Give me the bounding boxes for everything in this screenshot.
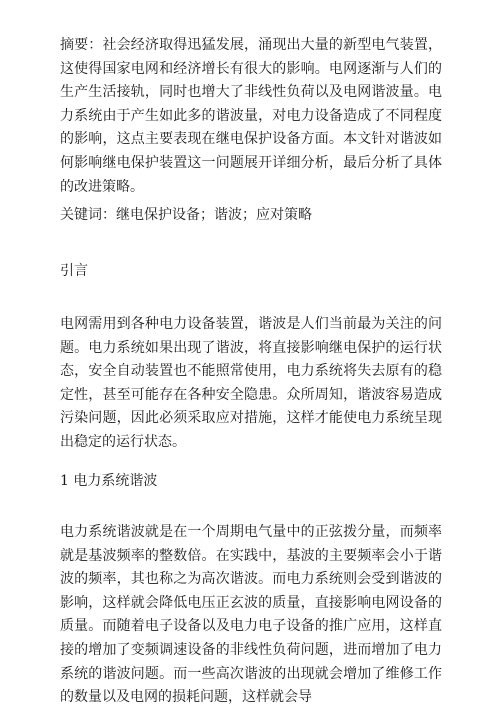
keywords-label: 关键词：: [60, 207, 116, 223]
abstract-paragraph: [60, 34, 442, 199]
section-1-paragraph: 电力系统谐波就是在一个周期电气量中的正弦拨分量，而频率就是基波频率的整数倍。在实践中，基波的主要频率会小于谐波的频率，其也称之为高次谐波。而电力系统则会受到谐波的影响，这样就会降低电压正玄波的质量，直接影响电网设备的质量。而随着电子设备以及电力电子设备的推广应用，这样直接的增加了变频调速设备的非线性负荷问题，进而增加了电力系统的谐波问题。而一些高次谐波的出现就会增加了维修工作的数量以及电网的损耗问题，这样就会导: [60, 524, 442, 706]
intro-paragraph: 电网需用到各种电力设备装置，谐波是人们当前最为关注的问题。电力系统如果出现了谐波，将直接影响继电保护的运行状态，安全自动装置也不能照常使用，电力系统将失去原有的稳定性，甚至可能存在各种安全隐患。众所周知，谐波容易造成污染问题，因此必须采取应对措施，这样才能使电力系统呈现出稳定的运行状态。: [60, 316, 442, 450]
abstract-label: 摘要：: [60, 37, 103, 53]
keywords-text: 继电保护设备；谐波；应对策略: [116, 207, 312, 223]
intro-heading: 引言: [60, 263, 88, 279]
section-1-heading: 1 电力系统谐波: [60, 473, 158, 489]
abstract-text: 社会经济取得迅猛发展，涌现出大量的新型电气装置，这使得国家电网和经济增长有很大的影响。电网逐渐与人们的生产生活接轨，同时也增大了非线性负荷以及电网谐波量。电力系统由于产生如此多的谐波量，对电力设备造成了不同程度的影响，这点主要表现在继电保护设备方面。本文针对谐波如何影响继电保护装置这一问题展开详细分析，最后分析了具体的改进策略。: [60, 37, 443, 195]
keywords-paragraph: [60, 204, 442, 228]
